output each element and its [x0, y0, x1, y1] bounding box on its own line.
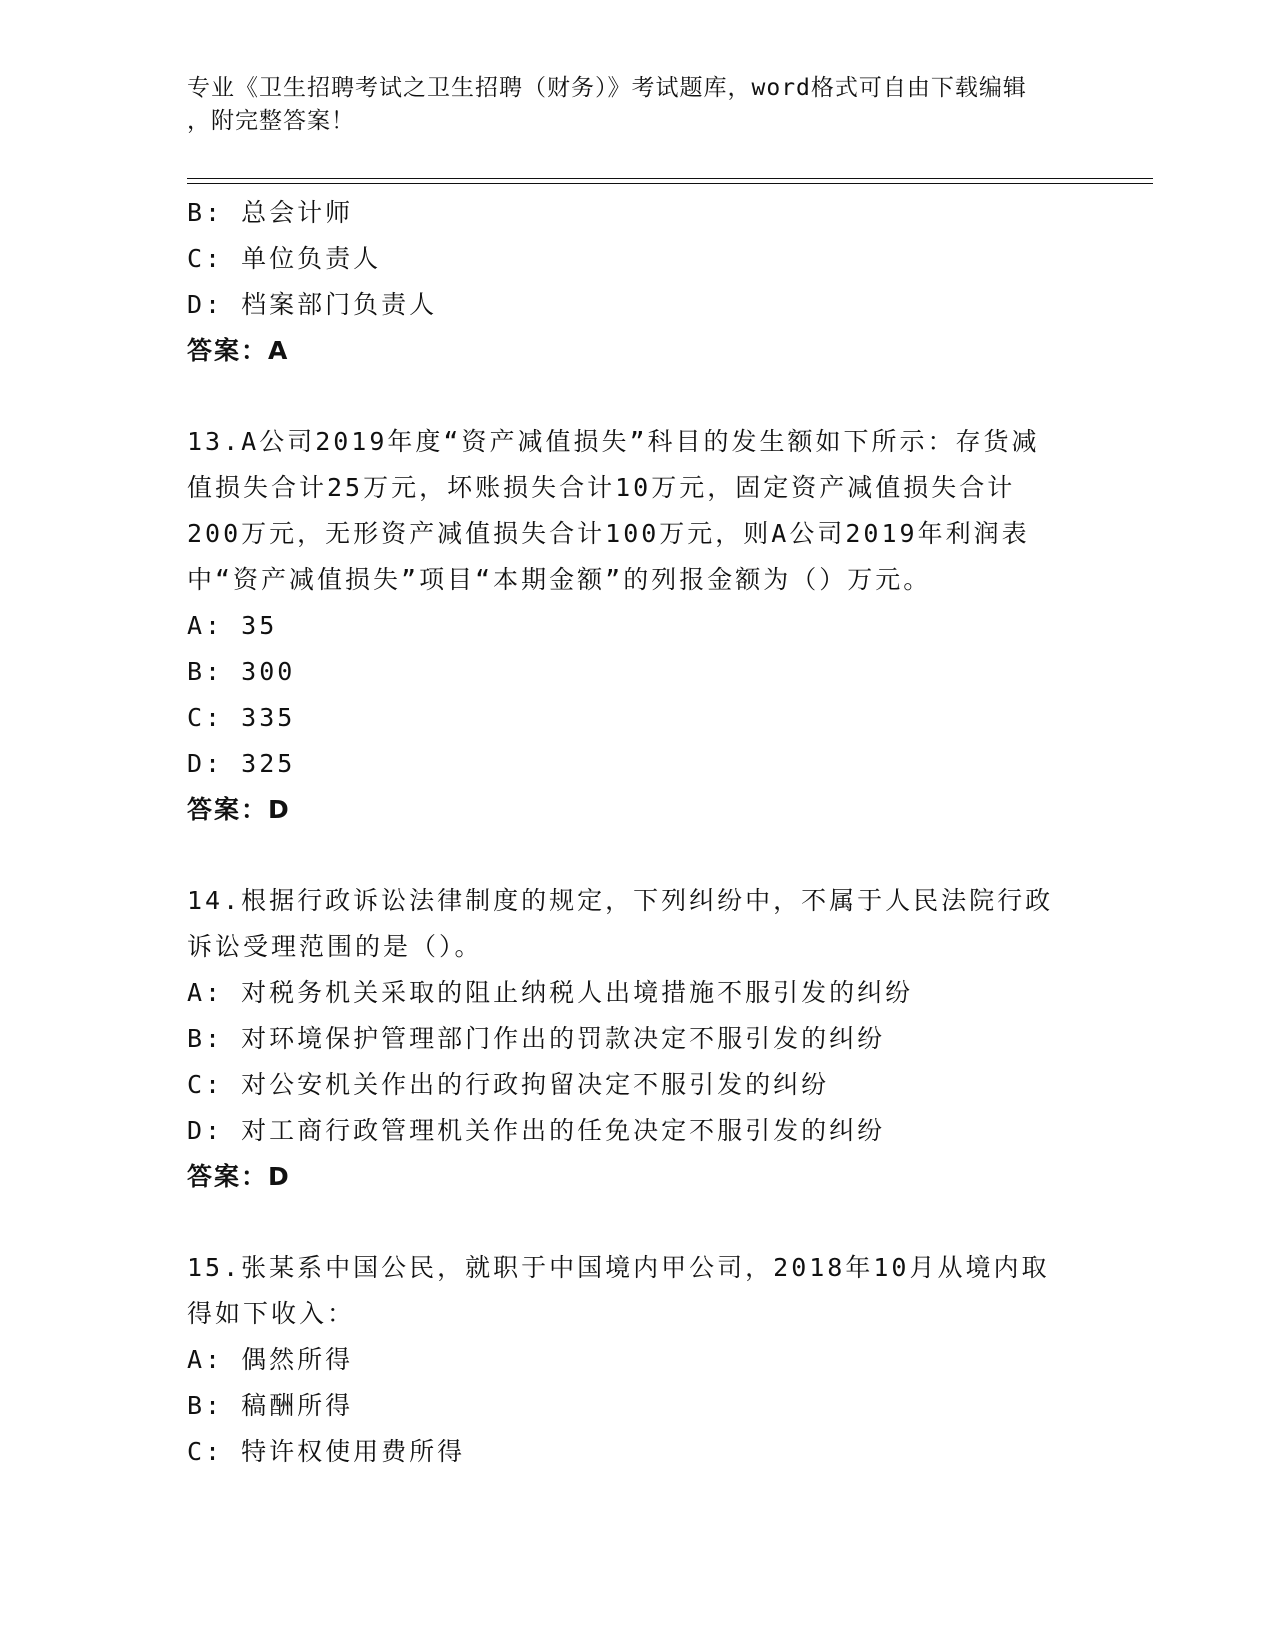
- option-c: C: 335: [187, 703, 296, 732]
- header-divider-top: [187, 178, 1153, 179]
- header-title-line1: 专业《卫生招聘考试之卫生招聘（财务）》考试题库，word格式可自由下载编辑: [187, 75, 1027, 101]
- document-header: [187, 72, 1087, 138]
- option-c: C: 单位负责人: [187, 244, 382, 273]
- question-content: [187, 190, 1087, 1475]
- question-14: [187, 878, 1087, 1200]
- header-divider-bottom: [187, 183, 1153, 184]
- prev-question: [187, 190, 1087, 374]
- option-b: B: 稿酬所得: [187, 1391, 354, 1420]
- answer-line: 答案：A: [187, 336, 290, 365]
- option-c: C: 对公安机关作出的行政拘留决定不服引发的纠纷: [187, 1070, 830, 1099]
- question-text-line: 13.A公司2019年度“资产减值损失”科目的发生额如下所示：存货减: [187, 427, 1040, 456]
- option-b: B: 对环境保护管理部门作出的罚款决定不服引发的纠纷: [187, 1024, 886, 1053]
- option-d: D: 325: [187, 749, 296, 778]
- option-d: D: 档案部门负责人: [187, 290, 438, 319]
- question-text-line: 200万元，无形资产减值损失合计100万元，则A公司2019年利润表: [187, 519, 1030, 548]
- option-a: A: 对税务机关采取的阻止纳税人出境措施不服引发的纠纷: [187, 978, 914, 1007]
- header-title-line2: ，附完整答案！: [187, 108, 355, 134]
- question-13: [187, 419, 1087, 833]
- answer-line: 答案：D: [187, 1162, 291, 1191]
- option-b: B: 300: [187, 657, 296, 686]
- option-b: B: 总会计师: [187, 198, 354, 227]
- question-text-line: 值损失合计25万元，坏账损失合计10万元，固定资产减值损失合计: [187, 473, 1016, 502]
- option-c: C: 特许权使用费所得: [187, 1437, 466, 1466]
- question-text-line: 得如下收入：: [187, 1299, 356, 1328]
- question-text-line: 诉讼受理范围的是（）。: [187, 932, 483, 961]
- question-text-line: 14.根据行政诉讼法律制度的规定，下列纠纷中，不属于人民法院行政: [187, 886, 1054, 915]
- option-a: A: 35: [187, 611, 278, 640]
- answer-line: 答案：D: [187, 795, 291, 824]
- option-d: D: 对工商行政管理机关作出的任免决定不服引发的纠纷: [187, 1116, 886, 1145]
- question-text-line: 15.张某系中国公民，就职于中国境内甲公司，2018年10月从境内取: [187, 1253, 1050, 1282]
- question-text-line: 中“资产减值损失”项目“本期金额”的列报金额为（）万元。: [187, 565, 932, 594]
- question-15: [187, 1245, 1087, 1475]
- option-a: A: 偶然所得: [187, 1345, 354, 1374]
